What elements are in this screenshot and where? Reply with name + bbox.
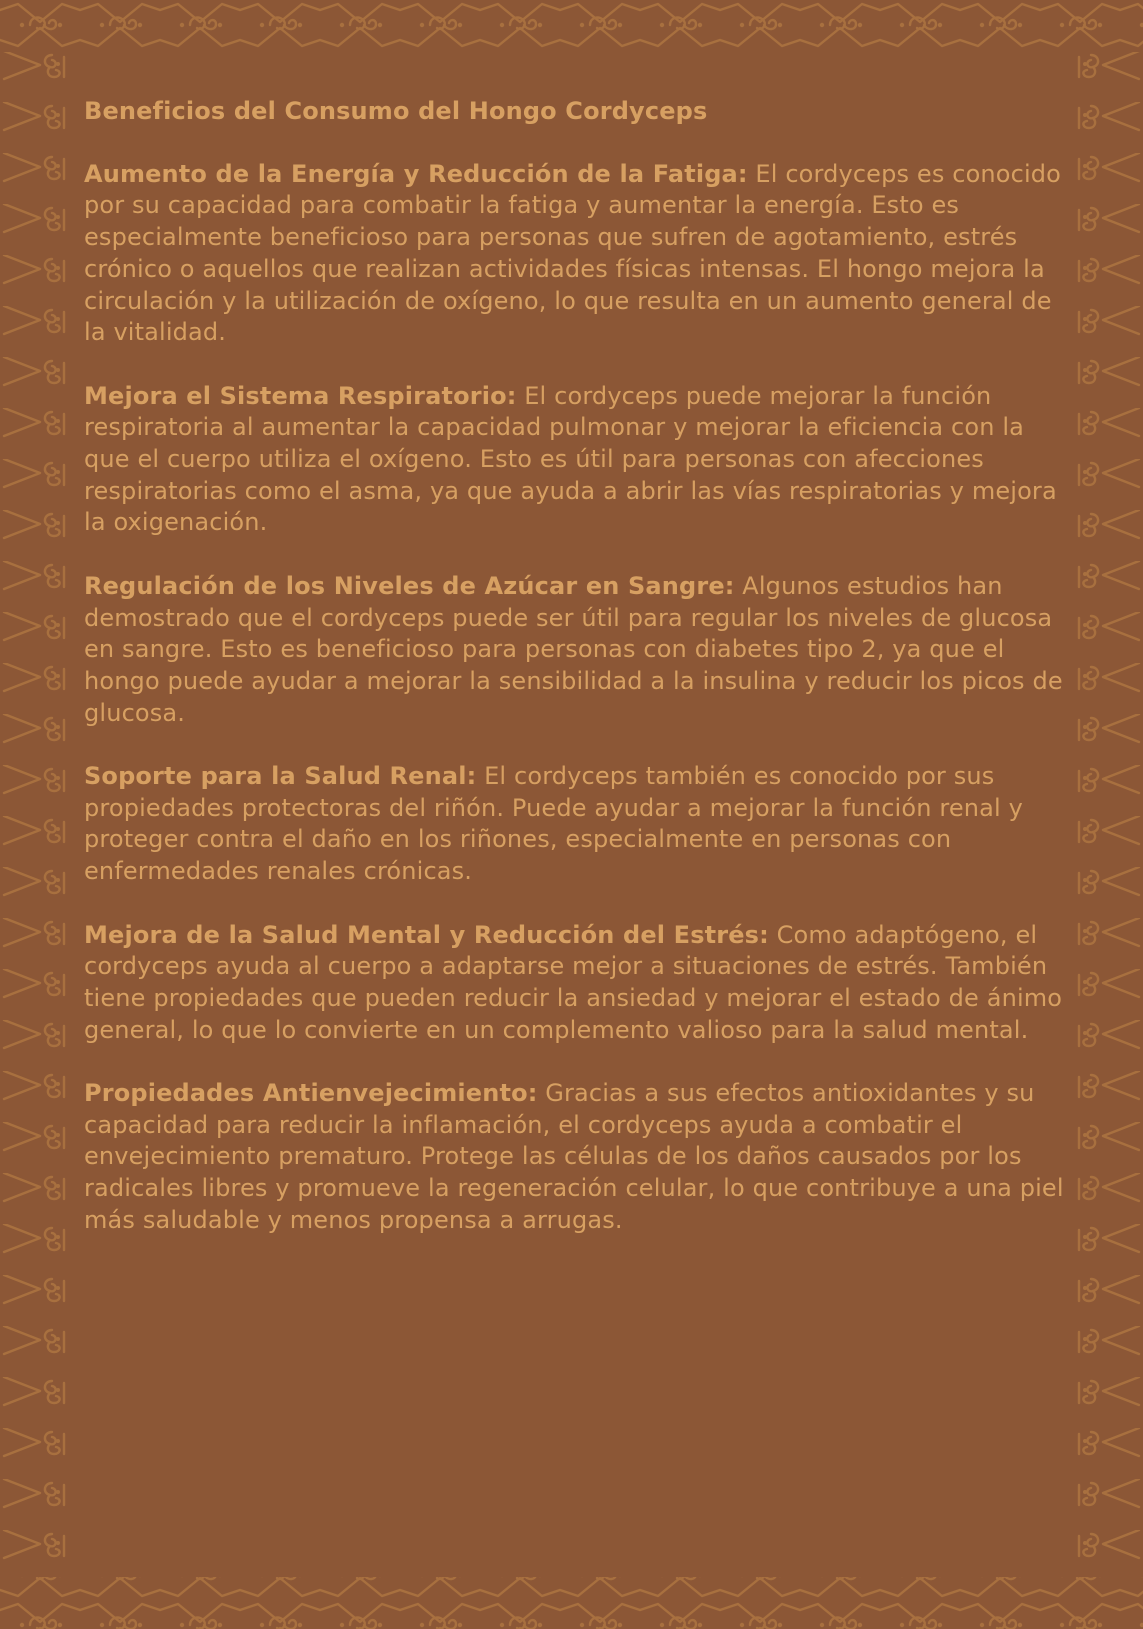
section-heading: Mejora de la Salud Mental y Reducción del Estrés: [84,920,769,949]
section-text: Como adaptógeno, el cordyceps ayuda al cuerpo a adaptarse mejor a situaciones de estrés. También tiene propiedades que pueden reducir la ansiedad y mejorar el estado de ánimo general, lo que lo convierte en un complemento valioso para la salud mental. [84,920,1063,1044]
bottom-border [0,1577,1143,1629]
section-text: Gracias a sus efectos antioxidantes y su capacidad para reducir la inflamación, el cordyceps ayuda a combatir el envejecimiento prematuro. Protege las células de los daños causados por los radicales libres y promueve la regeneración celular, lo que contribuye a una piel más saludable y menos propensa a arrugas. [84,1079,1064,1234]
section-heading: Propiedades Antienvejecimiento: [84,1079,538,1108]
section-respiratory [84,381,1064,540]
section-text: El cordyceps es conocido por su capacidad para combatir la fatiga y aumentar la energía. Esto es especialmente beneficioso para personas que sufren de agotamiento, estrés crónico o aquellos que realizan actividades físicas intensas. El hongo mejora la circulación y la utilización de oxígeno, lo que resulta en un aumento general de la vitalidad. [84,159,1062,347]
section-heading: Soporte para la Salud Renal: [84,762,477,791]
document-title: Beneficios del Consumo del Hongo Cordyceps [84,97,708,125]
section-heading: Aumento de la Energía y Reducción de la Fatiga: [84,159,748,188]
document-content [84,96,1064,1268]
section-text: El cordyceps puede mejorar la función respiratoria al aumentar la capacidad pulmonar y mejorar la eficiencia con la que el cuerpo utiliza el oxígeno. Esto es útil para personas con afecciones respiratorias como el asma, ya que ayuda a abrir las vías respiratorias y mejora la oxigenación. [84,381,1057,537]
section-heading: Mejora el Sistema Respiratorio: [84,381,517,410]
left-border [0,52,72,1577]
right-border [1071,52,1143,1577]
section-antiaging [84,1078,1064,1237]
top-border [0,0,1143,52]
section-mental-health [84,920,1064,1047]
section-energy [84,159,1064,349]
section-text: El cordyceps también es conocido por sus propiedades protectoras del riñón. Puede ayudar a mejorar la función renal y proteger contra el daño en los riñones, especialmente en personas con enfermedades renales crónicas. [84,762,1023,886]
section-renal [84,761,1064,888]
section-heading: Regulación de los Niveles de Azúcar en Sangre: [84,571,735,600]
section-text: Algunos estudios han demostrado que el cordyceps puede ser útil para regular los niveles de glucosa en sangre. Esto es beneficioso para personas con diabetes tipo 2, ya que el hongo puede ayudar a mejorar la sensibilidad a la insulina y reducir los picos de glucosa. [84,571,1063,727]
section-blood-sugar [84,571,1064,730]
